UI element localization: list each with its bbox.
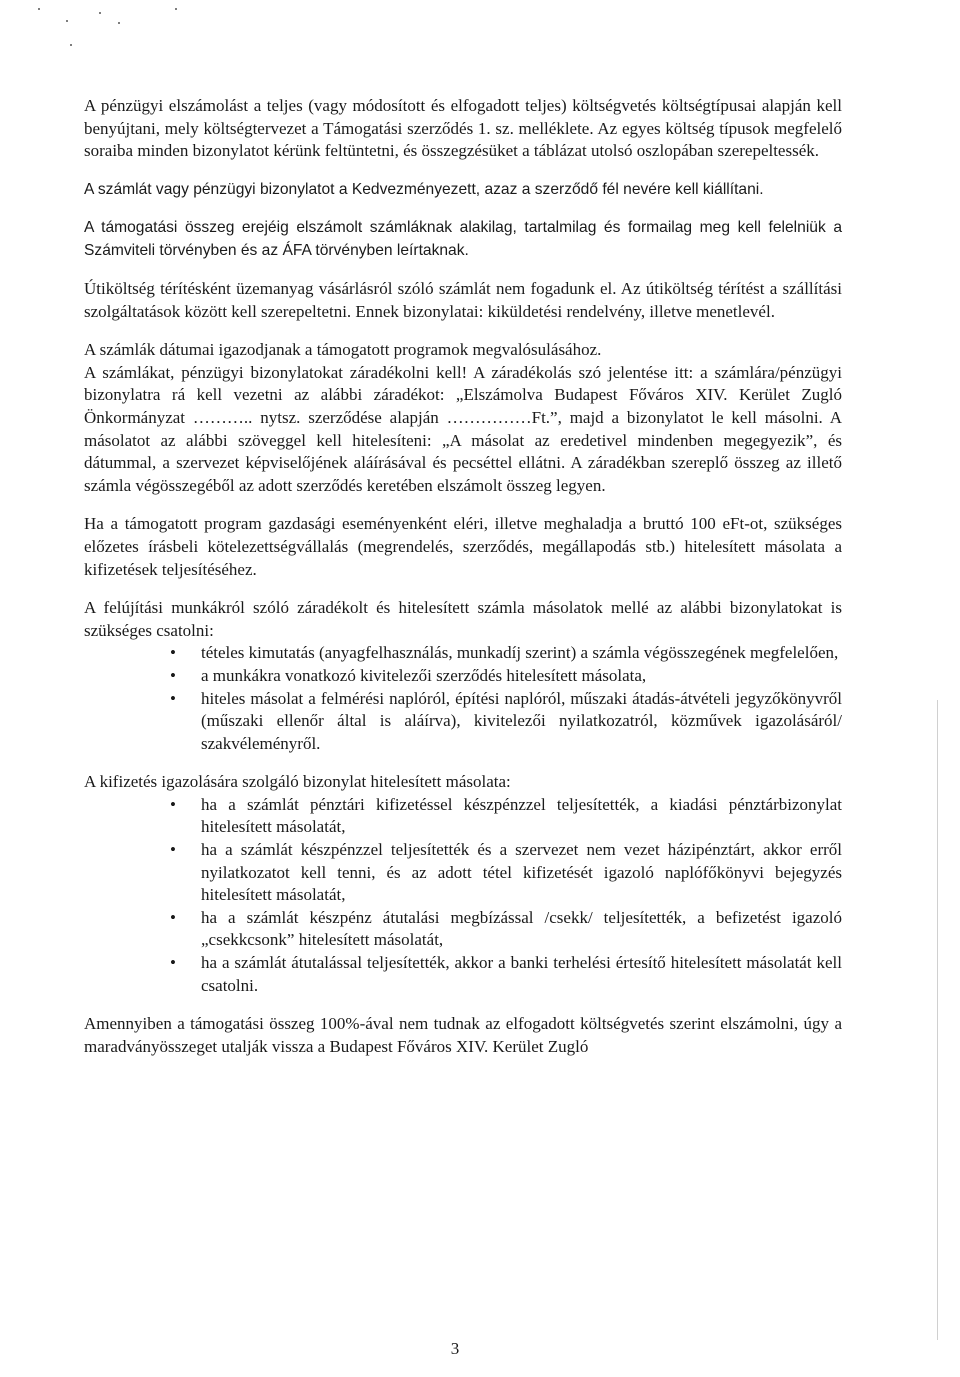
document-page <box>84 95 842 1058</box>
paragraph-renovation: A felújítási munkákról szóló záradékolt és hitelesített számla másolatok mellé az alábbi bizonylatokat is szükséges csatolni: <box>84 598 842 640</box>
bullet-icon: • <box>170 953 176 973</box>
scan-edge-line <box>937 700 938 1340</box>
scan-speck <box>66 20 68 22</box>
scan-speck <box>175 8 177 10</box>
paragraph-travel-costs: Útiköltség térítésként üzemanyag vásárlásról szóló számlát nem fogadunk el. Az útiköltség térítést a szállítási szolgáltatások között kell szerepeltetni. Ennek bizonylatai: kiküldetési rendelvény, illetve menetlevél. <box>84 279 842 321</box>
bullet-icon: • <box>170 794 176 814</box>
paragraph-invoice-name: A számlát vagy pénzügyi bizonylatot a Kedvezményezett, azaz a szerződő fél nevére kell kiállítani. <box>84 180 764 198</box>
bullet-icon: • <box>170 665 176 685</box>
paragraph-remainder: Amennyiben a támogatási összeg 100%-ával nem tudnak az elfogadott költségvetés szerint elszámolni, úgy a maradványösszeget utalják vissza a Budapest Főváros XIV. Kerület Zugló <box>84 1014 842 1056</box>
list-item: • ha a számlát készpénzzel teljesítették és a szervezet nem vezet házipénztárt, akkor erről nyilatkozatot kell tenni, és az adott tétel kifizetését igazoló naplófőkönyvi bejegyzés hitelesített másolatát, <box>170 840 842 905</box>
scan-speck <box>99 12 101 14</box>
page-number: 3 <box>450 1339 460 1358</box>
bullet-icon: • <box>170 688 176 708</box>
paragraph-endorsement: A számlákat, pénzügyi bizonylatokat záradékolni kell! A záradékolás szó jelentése itt: a számlára/pénzügyi bizonylatra rá kell vezetni az alábbi záradékot: „Elszámolva Budapest Főváros XIV. Kerület Zugló Önkormányzat ……….. nytsz. szerződése alapján ……………Ft.”, majd a bizonylatot le kell másolni. A másolatot az alábbi szöveggel kell hitelesíteni: „A másolat az eredetivel mindenben megegyezik”, és dátummal, a szervezet képviselőjének aláírásával és pecséttel ellátni. A záradékban szereplő összeg az illető számla végösszegéből az adott szerződés keretében elszámolt összeg legyen. <box>84 362 842 495</box>
paragraph-payment-proof: A kifizetés igazolására szolgáló bizonylat hitelesített másolata: <box>84 772 511 792</box>
payment-proof-list <box>84 794 842 997</box>
bullet-icon: • <box>170 907 176 927</box>
renovation-documents-list <box>84 642 842 755</box>
list-item: • hiteles másolat a felmérési naplóról, építési naplóról, műszaki átadás-átvételi jegyzőkönyvről (műszaki ellenőr által is aláírva), kivitelezői nyilatkozatról, közművek igazolásáról/ szakvéleményről. <box>170 688 842 753</box>
paragraph-commitment: Ha a támogatott program gazdasági eseményenként eléri, illetve meghaladja a bruttó 100 eFt-ot, szükséges előzetes írásbeli kötelezettségvállalás (megrendelés, szerződés, megállapodás stb.) hitelesített másolata a kifizetések teljesítéséhez. <box>84 514 842 579</box>
list-item: • ha a számlát pénztári kifizetéssel készpénzzel teljesítették, a kiadási pénztárbizonylat hitelesített másolatát, <box>170 794 842 837</box>
bullet-icon: • <box>170 643 176 663</box>
list-item: • ha a számlát átutalással teljesítették, akkor a banki terhelési értesítő hitelesített másolatát kell csatolni. <box>170 953 842 995</box>
paragraph-invoice-requirements: A támogatási összeg erejéig elszámolt számláknak alakilag, tartalmilag és formailag meg kell felelniük a Számviteli törvényben és az ÁFA törvényben leírtaknak. <box>84 219 842 259</box>
list-item: • ha a számlát készpénz átutalási megbízással /csekk/ teljesítették, a befizetést igazoló „csekkcsonk” hitelesített másolatát, <box>170 907 842 950</box>
paragraph-invoice-dates: A számlák dátumai igazodjanak a támogatott programok megvalósulásához. <box>84 340 602 360</box>
paragraph-settlement: A pénzügyi elszámolást a teljes (vagy módosított és elfogadott teljes) költségvetés költségtípusai alapján kell benyújtani, mely költségtervezet a Támogatási szerződés 1. sz. melléklete. Az egyes költség típusok megfelelő soraiba minden bizonylatot kérünk feltüntetni, és összegzésüket a táblázat utolsó oszlopában szerepeltessék. <box>84 96 842 161</box>
scan-speck <box>70 44 72 46</box>
list-item: • tételes kimutatás (anyagfelhasználás, munkadíj szerint) a számla végösszegének megfelelően, <box>84 642 842 665</box>
bullet-icon: • <box>170 840 176 860</box>
scan-speck <box>38 8 40 10</box>
list-item: • a munkákra vonatkozó kivitelezői szerződés hitelesített másolata, <box>84 665 842 688</box>
scan-speck <box>118 22 120 24</box>
